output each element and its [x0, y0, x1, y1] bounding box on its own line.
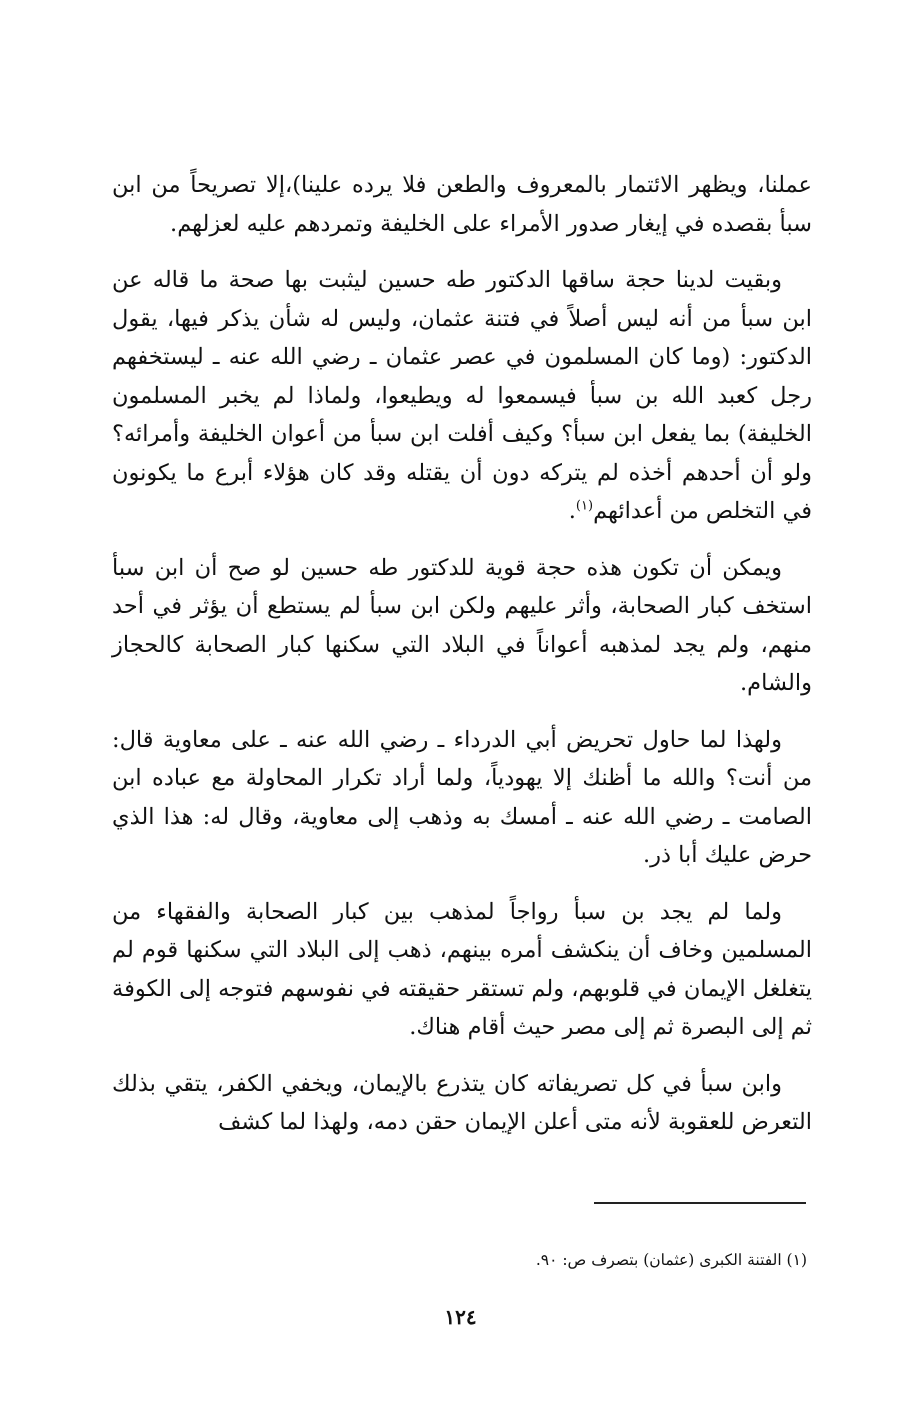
paragraph-end-punctuation: .	[568, 498, 576, 524]
footnote-reference: (١)	[575, 498, 594, 514]
paragraph	[112, 721, 812, 875]
paragraph-text: عملنا، ويظهر الائتمار بالمعروف والطعن فلا يرده علينا)،إلا تصريحاً من ابن سبأ بقصده في إيغار صدور الأمراء على الخليفة وتمردهم عليه لعزلهم.	[112, 172, 812, 237]
paragraph	[112, 549, 812, 703]
paragraph	[112, 166, 812, 243]
paragraph-text: ولما لم يجد بن سبأ رواجاً لمذهب بين كبار الصحابة والفقهاء من المسلمين وخاف أن ينكشف أمره بينهم، ذهب إلى البلاد التي سكنها قوم لم يتغلغل الإيمان في قلوبهم، ولم تستقر حقيقته في نفوسهم فتوجه إلى الكوفة ثم إلى البصرة ثم إلى مصر حيث أقام هناك.	[112, 898, 812, 1040]
page-number: ١٢٤	[444, 1305, 477, 1329]
body-text	[112, 166, 812, 1160]
paragraph-text: وبقيت لدينا حجة ساقها الدكتور طه حسين ليثبت بها صحة ما قاله عن ابن سبأ من أنه ليس أصلاً في فتنة عثمان، وليس له شأن يذكر فيها، يقول الدكتور: (وما كان المسلمون في عصر عثمان ـ رضي الله عنه ـ ليستخفهم رجل كعبد الله بن سبأ فيسمعوا له ويطيعوا، ولماذا لم يخبر المسلمون الخليفة) بما يفعل ابن سبأ؟ وكيف أفلت ابن سبأ من أعوان الخليفة وأمرائه؟ ولو أن أحدهم أخذه لم يتركه دون أن يقتله وقد كان هؤلاء أبرع ما يكونون في التخلص من أعدائهم	[112, 267, 812, 524]
paragraph-text: وابن سبأ في كل تصريفاته كان يتذرع بالإيمان، ويخفي الكفر، يتقي بذلك التعرض للعقوبة لأنه متى أعلن الإيمان حقن دمه، ولهذا لما كشف	[112, 1070, 812, 1135]
paragraph	[112, 1065, 812, 1142]
footnote-text: (١) الفتنة الكبرى (عثمان) بتصرف ص: ٩٠.	[535, 1251, 807, 1269]
footnote-divider	[594, 1202, 806, 1204]
paragraph-text: ولهذا لما حاول تحريض أبي الدرداء ـ رضي الله عنه ـ على معاوية قال: من أنت؟ والله ما أظنك إلا يهودياً، ولما أراد تكرار المحاولة مع عباده ابن الصامت ـ رضي الله عنه ـ أمسك به وذهب إلى معاوية، وقال له: هذا الذي حرض عليك أبا ذر.	[112, 726, 812, 868]
paragraph	[112, 893, 812, 1047]
paragraph-text: ويمكن أن تكون هذه حجة قوية للدكتور طه حسين لو صح أن ابن سبأ استخف كبار الصحابة، وأثر عليهم ولكن ابن سبأ لم يستطع أن يؤثر في أحد منهم، ولم يجد لمذهبه أعواناً في البلاد التي سكنها كبار الصحابة كالحجاز والشام.	[112, 554, 812, 696]
footnote	[207, 1248, 807, 1272]
paragraph	[112, 261, 812, 531]
